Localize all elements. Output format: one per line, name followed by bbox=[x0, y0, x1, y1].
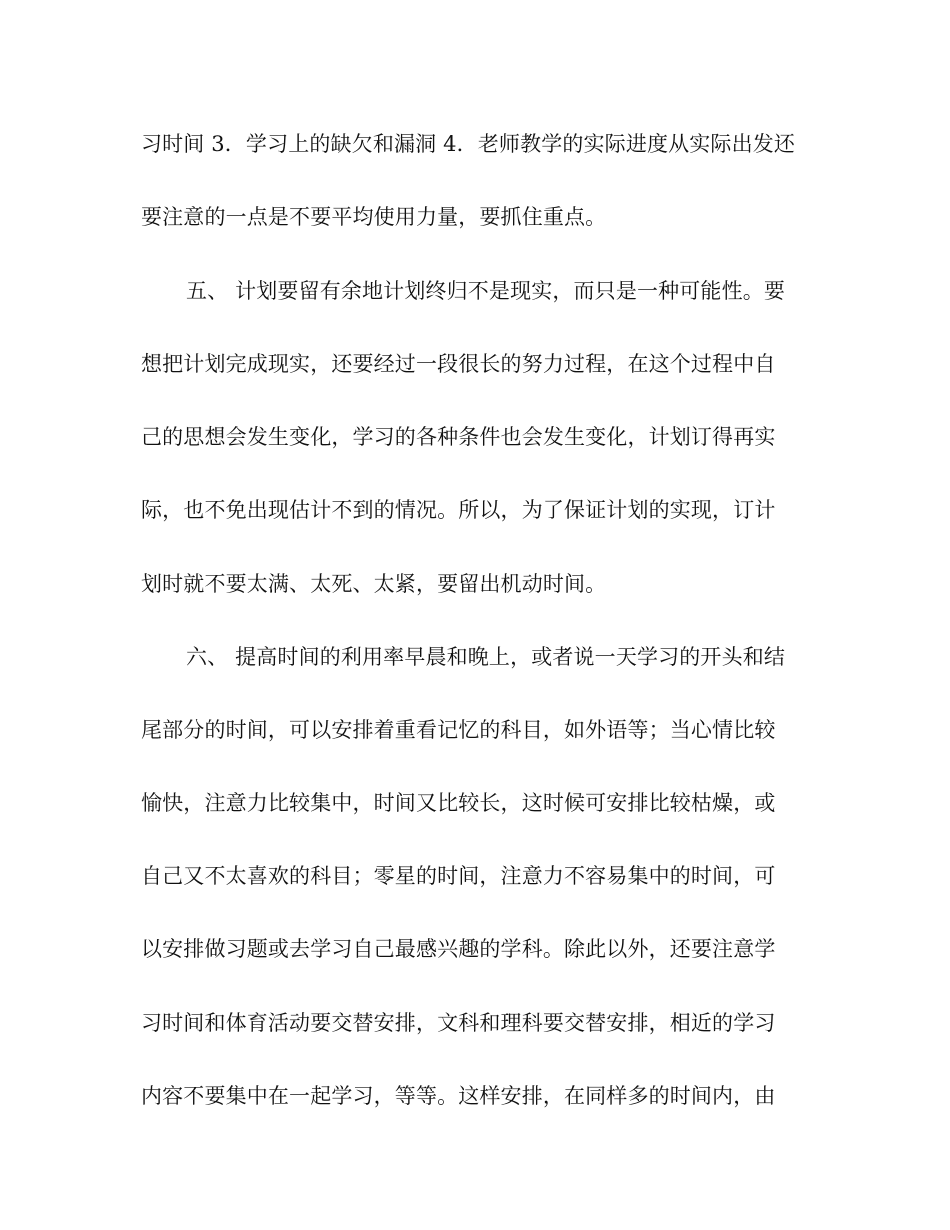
text-line: 要注意的一点是不要平均使用力量，要抓住重点。 bbox=[141, 205, 607, 229]
text-line: 想把计划完成现实，还要经过一段很长的努力过程，在这个过程中自 bbox=[141, 352, 776, 376]
text-line: 尾部分的时间，可以安排着重看记忆的科目，如外语等；当心情比较 bbox=[141, 718, 776, 742]
text-line: 际，也不免出现估计不到的情况。所以，为了保证计划的实现，订计 bbox=[141, 498, 776, 522]
text-line: 以安排做习题或去学习自己最感兴趣的学科。除此以外，还要注意学 bbox=[141, 937, 776, 961]
text-line: 自己又不太喜欢的科目；零星的时间，注意力不容易集中的时间，可 bbox=[141, 864, 776, 888]
text-line: 内容不要集中在一起学习，等等。这样安排，在同样多的时间内，由 bbox=[141, 1084, 776, 1108]
text-line: 习时间 3．学习上的缺欠和漏洞 4．老师教学的实际进度从实际出发还 bbox=[141, 132, 796, 156]
section-heading-line: 五、 计划要留有余地计划终归不是现实，而只是一种可能性。要 bbox=[186, 279, 786, 303]
text-line: 划时就不要太满、太死、太紧，要留出机动时间。 bbox=[141, 572, 607, 596]
section-heading-line: 六、 提高时间的利用率早晨和晚上，或者说一天学习的开头和结 bbox=[186, 645, 786, 669]
text-line: 愉快，注意力比较集中，时间又比较长，这时候可安排比较枯燥，或 bbox=[141, 791, 776, 815]
text-line: 习时间和体育活动要交替安排，文科和理科要交替安排，相近的学习 bbox=[141, 1011, 776, 1035]
text-line: 己的思想会发生变化，学习的各种条件也会发生变化，计划订得再实 bbox=[141, 425, 776, 449]
